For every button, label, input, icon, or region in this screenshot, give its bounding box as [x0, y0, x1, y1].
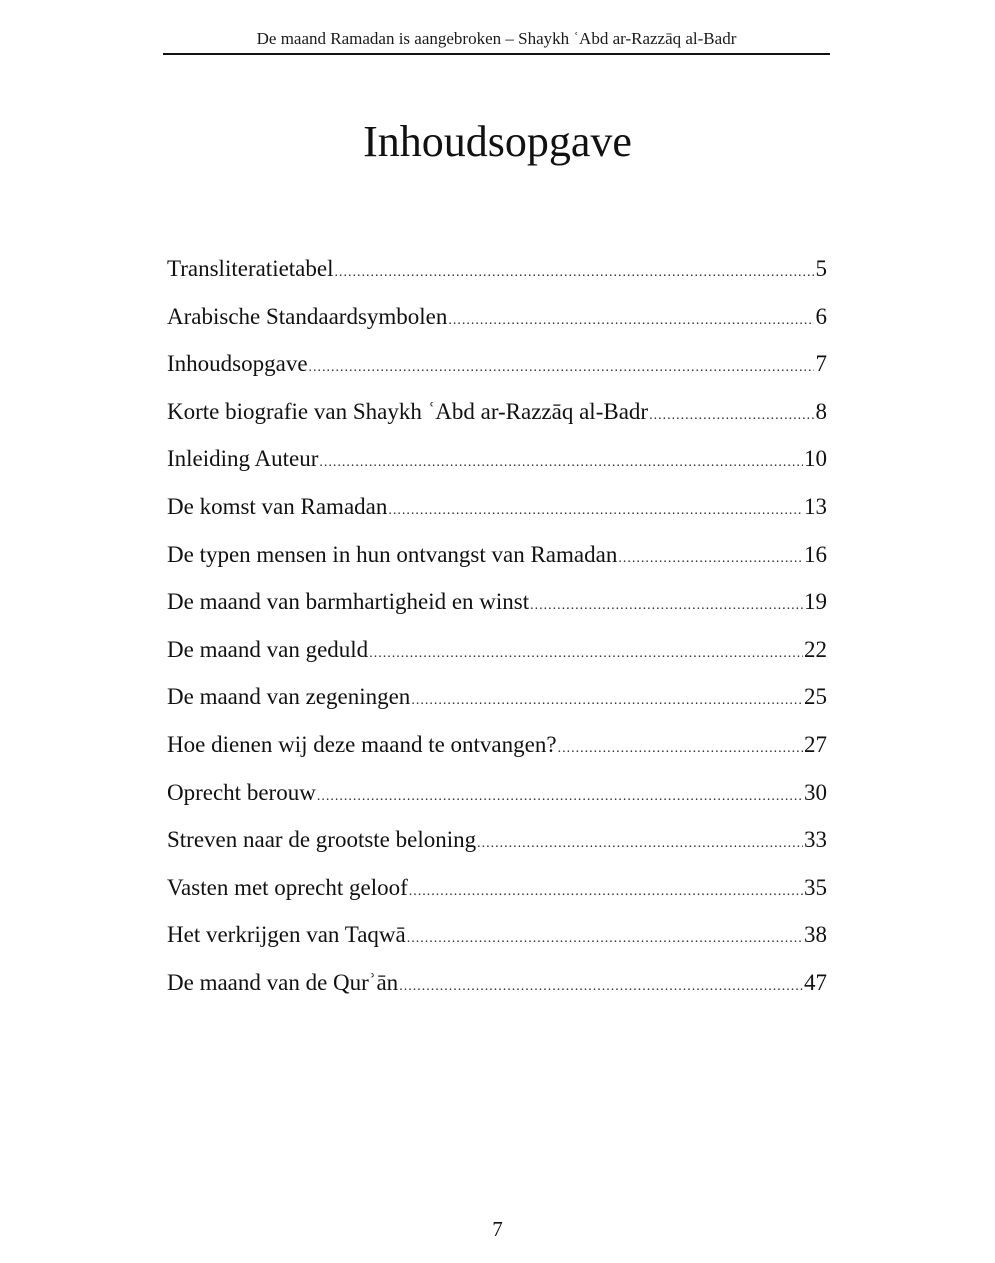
- toc-entry-page: 33: [804, 827, 827, 853]
- toc-entry-page: 5: [815, 256, 827, 281]
- toc-dot-leader: [618, 542, 803, 576]
- toc-entry-title: De maand van barmhartigheid en winst: [167, 589, 530, 615]
- toc-entry-title: Vasten met oprecht geloof: [167, 874, 408, 900]
- toc-entry-page: 10: [804, 446, 827, 472]
- toc-dot-leader: [399, 970, 803, 1004]
- toc-dot-leader: [558, 732, 803, 766]
- toc-entry[interactable]: [167, 395, 827, 443]
- toc-entry-page: 7: [815, 351, 827, 377]
- toc-entry[interactable]: [167, 490, 827, 538]
- toc-entry-page: 19: [804, 589, 827, 615]
- toc-dot-leader: [388, 494, 803, 528]
- toc-entry-title: De maand van zegeningen: [167, 684, 411, 710]
- toc-entry-title: De typen mensen in hun ontvangst van Ramadan: [167, 541, 618, 567]
- toc-entry-title: Inhoudsopgave: [167, 351, 308, 377]
- toc-entry-page: 47: [804, 969, 827, 995]
- toc-entry-page: 25: [804, 684, 827, 710]
- toc-dot-leader: [649, 399, 814, 433]
- page-title: Inhoudsopgave: [363, 117, 632, 166]
- toc-entry-page: 30: [804, 779, 827, 805]
- toc-dot-leader: [309, 351, 814, 385]
- header-rule: [163, 53, 830, 55]
- toc-entry-page: 8: [815, 398, 827, 424]
- toc-entry-title: De maand van geduld: [167, 636, 369, 662]
- toc-entry-title: Hoe dienen wij deze maand te ontvangen?: [167, 731, 557, 757]
- toc-dot-leader: [319, 446, 803, 480]
- toc-entry[interactable]: [167, 918, 827, 966]
- toc-entry[interactable]: [167, 252, 827, 300]
- toc-dot-leader: [335, 256, 815, 290]
- table-of-contents: [167, 252, 827, 1014]
- toc-dot-leader: [409, 875, 803, 909]
- toc-entry-title: Transliteratietabel: [167, 256, 334, 281]
- toc-entry[interactable]: [167, 823, 827, 871]
- toc-entry[interactable]: [167, 538, 827, 586]
- toc-entry[interactable]: [167, 871, 827, 919]
- toc-entry[interactable]: [167, 728, 827, 776]
- toc-entry-page: 6: [815, 303, 827, 329]
- toc-entry[interactable]: [167, 585, 827, 633]
- toc-dot-leader: [448, 304, 814, 338]
- toc-entry-page: 35: [804, 874, 827, 900]
- toc-dot-leader: [369, 637, 803, 671]
- toc-entry-title: De komst van Ramadan: [167, 493, 388, 519]
- toc-entry-title: Oprecht berouw: [167, 779, 316, 805]
- toc-entry[interactable]: [167, 633, 827, 681]
- toc-entry-page: 38: [804, 922, 827, 948]
- toc-entry[interactable]: [167, 680, 827, 728]
- toc-dot-leader: [317, 780, 803, 814]
- toc-entry-page: 13: [804, 493, 827, 519]
- toc-dot-leader: [530, 589, 803, 623]
- toc-dot-leader: [477, 827, 803, 861]
- toc-dot-leader: [411, 684, 803, 718]
- toc-entry[interactable]: [167, 300, 827, 348]
- toc-entry[interactable]: [167, 966, 827, 1014]
- toc-entry-title: Inleiding Auteur: [167, 446, 319, 472]
- page-number: 7: [492, 1217, 503, 1241]
- toc-entry-page: 27: [804, 731, 827, 757]
- toc-entry-title: De maand van de Qurʾān: [167, 969, 399, 995]
- running-header: De maand Ramadan is aangebroken – Shaykh ʿAbd ar-Razzāq al-Badr: [256, 29, 737, 48]
- toc-entry-page: 22: [804, 636, 827, 662]
- toc-entry-title: Het verkrijgen van Taqwā: [167, 922, 406, 948]
- toc-entry[interactable]: [167, 442, 827, 490]
- toc-entry-title: Korte biografie van Shaykh ʿAbd ar-Razzāq al-Badr: [167, 398, 649, 424]
- toc-dot-leader: [407, 922, 803, 956]
- toc-entry[interactable]: [167, 347, 827, 395]
- toc-entry-page: 16: [804, 541, 827, 567]
- toc-entry-title: Arabische Standaardsymbolen: [167, 303, 448, 329]
- toc-entry[interactable]: [167, 776, 827, 824]
- toc-entry-title: Streven naar de grootste beloning: [167, 827, 477, 853]
